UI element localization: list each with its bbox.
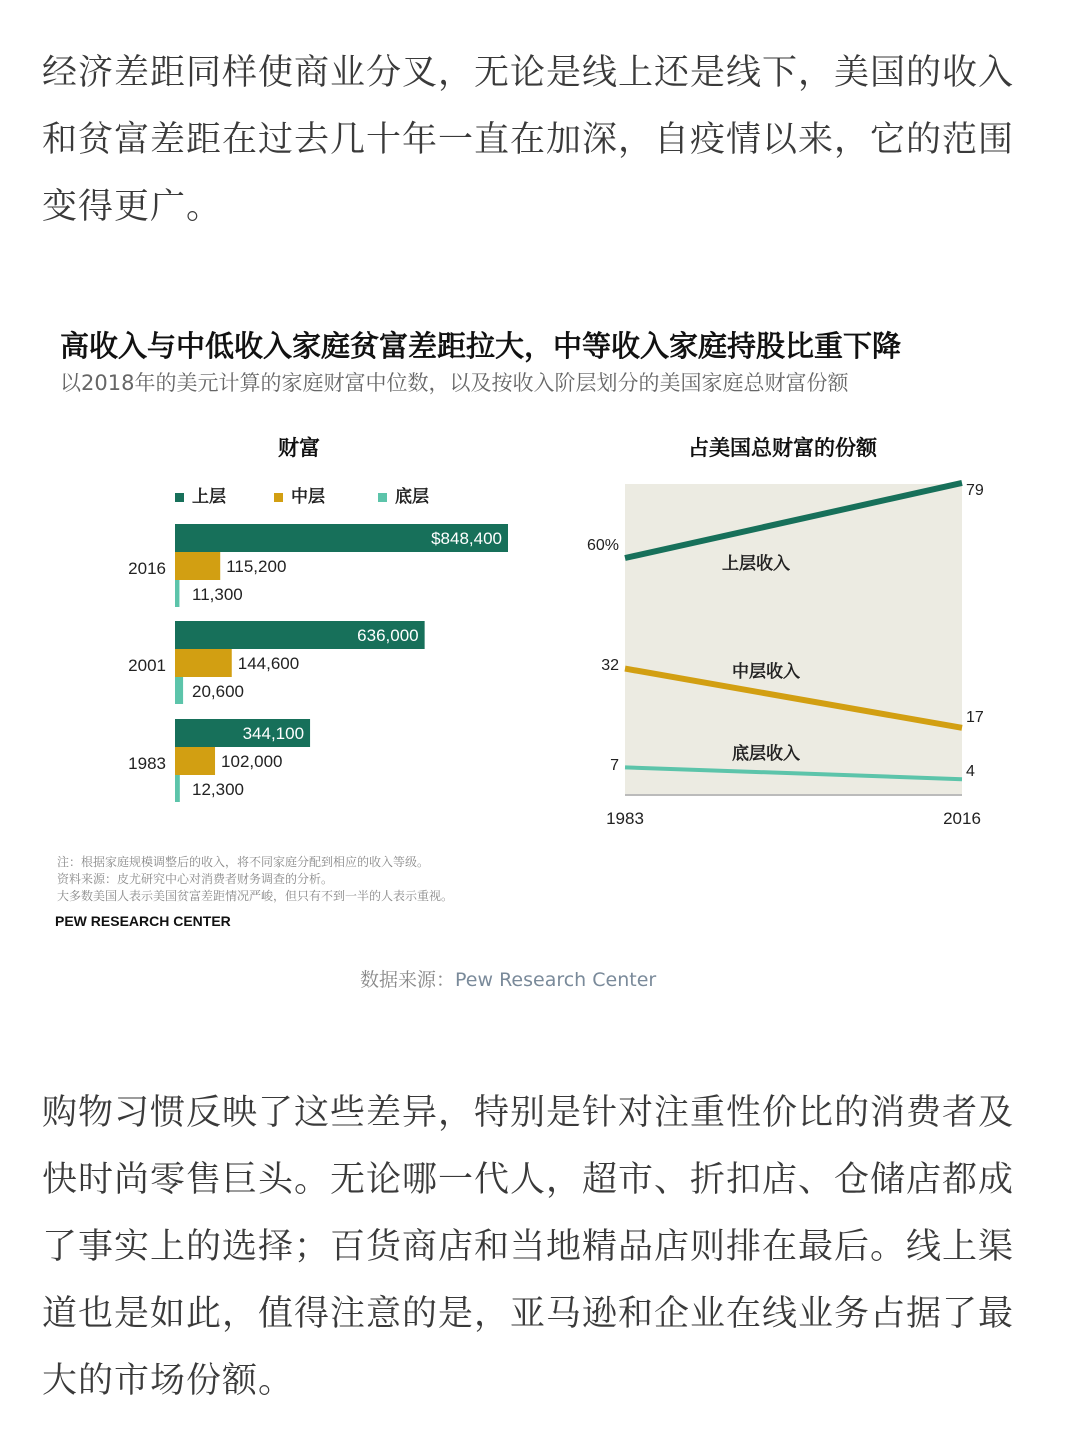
bar-lower: [175, 580, 179, 607]
bar-value-label: 344,100: [242, 724, 305, 743]
bar-value-label: 115,200: [226, 557, 287, 576]
bar-value-label: 20,600: [192, 682, 244, 701]
figure-title: 高收入与中低收入家庭贫富差距拉大，中等收入家庭持股比重下降: [60, 329, 902, 363]
note-3: 大多数美国人表示美国贫富差距情况严峻，但只有不到一半的人表示重视。: [57, 889, 454, 903]
bar-value-label: 144,600: [237, 654, 300, 673]
legend-label: 上层: [192, 487, 226, 507]
start-value-label: 7: [610, 757, 619, 774]
category-label: 1983: [128, 754, 166, 773]
x-tick-label: 2016: [943, 809, 981, 828]
legend-label: 底层: [395, 487, 429, 507]
bar-middle: [175, 649, 232, 677]
paragraph-shopping: 购物习惯反映了这些差异，特别是针对注重性价比的消费者及快时尚零售巨头。无论哪一代人，超市、折扣店、仓储店都成了事实上的选择；百货商店和当地精品店则排在最后。线上渠道也是如此，值得注意的是，亚马逊和企业在线业务占据了最大的市场份额。: [42, 1093, 1015, 1401]
bar-value-label: 102,000: [221, 752, 283, 771]
note-1: 注：根据家庭规模调整后的收入，将不同家庭分配到相应的收入等级。: [57, 855, 430, 869]
series-name-label: 中层收入: [732, 662, 800, 681]
x-tick-label: 1983: [606, 809, 644, 828]
note-2: 资料来源：皮尤研究中心对消费者财务调查的分析。: [57, 872, 334, 886]
figure-subtitle: 以2018年的美元计算的家庭财富中位数，以及按收入阶层划分的美国家庭总财富份额: [60, 371, 849, 395]
legend-label: 中层: [291, 487, 325, 507]
bar-lower: [175, 775, 180, 802]
bar-lower: [175, 677, 183, 704]
bar-value-label: 12,300: [192, 780, 244, 799]
category-label: 2001: [128, 656, 166, 675]
paragraph-intro: 经济差距同样使商业分叉，无论是线上还是线下，美国的收入和贫富差距在过去几十年一直在加深，自疫情以来，它的范围变得更广。: [42, 53, 1015, 227]
bar-chart-title: 财富: [278, 436, 320, 460]
start-value-label: 32: [601, 657, 619, 674]
source-link[interactable]: Pew Research Center: [455, 969, 657, 991]
caption: [360, 965, 656, 992]
end-value-label: 17: [966, 709, 984, 726]
series-name-label: 上层收入: [722, 554, 790, 573]
bar-middle: [175, 747, 215, 775]
bar-value-label: $848,400: [431, 529, 502, 548]
line-chart-title: 占美国总财富的份额: [688, 436, 877, 460]
caption-prefix: 数据来源：: [360, 969, 456, 991]
end-value-label: 4: [966, 763, 975, 780]
end-value-label: 79: [966, 482, 984, 499]
bar-value-label: 11,300: [192, 585, 243, 604]
series-name-label: 底层收入: [732, 744, 800, 763]
category-label: 2016: [128, 559, 166, 578]
start-value-label: 60%: [586, 537, 619, 554]
bar-middle: [175, 552, 220, 580]
pew-brand: PEW RESEARCH CENTER: [55, 913, 231, 929]
bar-value-label: 636,000: [357, 626, 419, 645]
